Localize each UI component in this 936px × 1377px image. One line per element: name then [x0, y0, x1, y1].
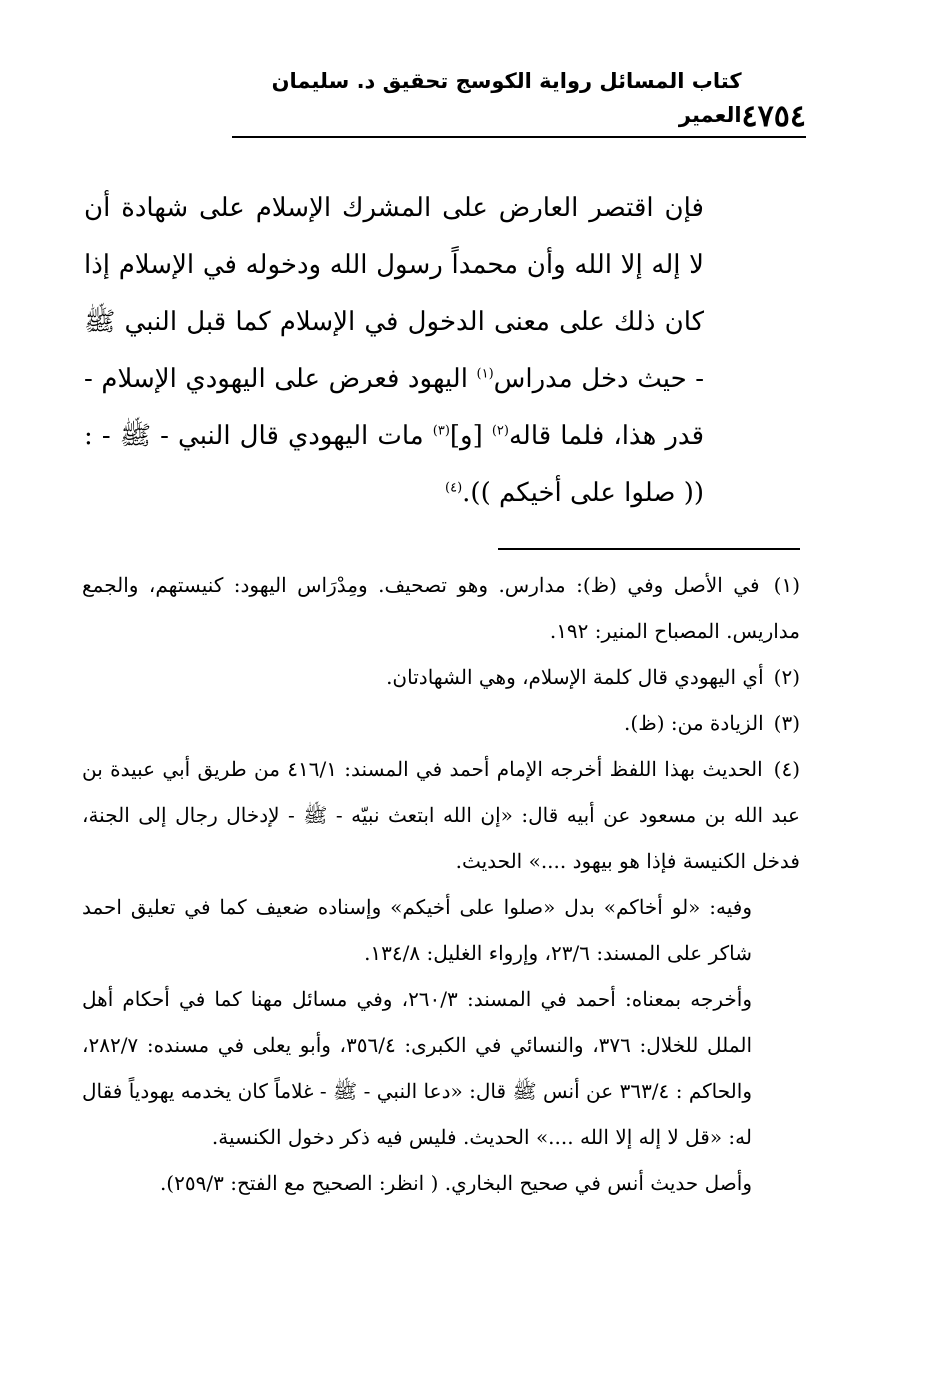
footnote-continuation: وفيه: «لو أخاكم» بدل «صلوا على أخيكم» وإسناده ضعيف كما في تعليق احمد شاكر على المسند: ٢٣/٦، وإرواء الغليل: ١٣٤/٨.: [82, 895, 752, 965]
footnote: [82, 562, 800, 654]
page-number: ٤٧٥٤: [741, 99, 806, 134]
main-text: [84, 180, 704, 522]
text-segment: فإن اقتصر العارض على المشرك الإسلام على شهادة أن لا إله إلا الله وأن محمداً رسول الله ودخوله في الإسلام إذا كان ذلك على معنى الدخول في الإسلام كما قبل النبي ﷺ - حيث دخل مدراس: [84, 193, 705, 394]
main-paragraph: [84, 180, 704, 522]
footnote-number: (٤): [773, 757, 800, 781]
footnote-text: في الأصل وفي (ظ): مدارس. وهو تصحيف. ومِدْرَاس اليهود: كنيستهم، والجمع مداريس. المصباح المنير: ١٩٢.: [82, 573, 800, 643]
footnote: [82, 654, 800, 700]
footnote-number: (٢): [773, 665, 800, 689]
footnote: [82, 700, 800, 746]
footnote-ref: (٢): [491, 423, 509, 439]
footnote-number: (١): [773, 573, 800, 597]
footnotes: [82, 562, 800, 1206]
text-segment: مات اليهودي قال النبي - ﷺ - : (( صلوا على أخيكم )).: [84, 421, 704, 508]
footnote: [82, 746, 800, 884]
footnote-text: الحديث بهذا اللفظ أخرجه الإمام أحمد في المسند: ٤١٦/١ من طريق أبي عبيدة بن عبد الله بن مسعود عن أبيه قال: «إن الله ابتعث نبيّه - ﷺ - لإدخال رجال إلى الجنة، فدخل الكنيسة فإذا هو بيهود ....» الحديث.: [82, 757, 800, 873]
page-header: [232, 69, 806, 138]
footnote-ref: (٣): [432, 423, 450, 439]
footnote-text: أي اليهودي قال كلمة الإسلام، وهي الشهادتان.: [386, 665, 764, 689]
text-segment: اليهود فعرض على اليهودي الإسلام - قدر هذا، فلما قاله: [84, 364, 705, 451]
footnote-text: الزيادة من: (ظ).: [624, 711, 764, 735]
footnote-number: (٣): [773, 711, 800, 735]
footnote-ref: (٤): [445, 480, 463, 496]
footnote-ref: (١): [476, 366, 494, 382]
running-title: كتاب المسائل رواية الكوسج تحقيق د. سليمان العمير: [271, 69, 742, 127]
footnote-continuation: وأخرجه بمعناه: أحمد في المسند: ٢٦٠/٣، وفي مسائل مهنا كما في أحكام أهل الملل للخلال: ٣٧٦، والنسائي في الكبرى: ٣٥٦/٤، وأبو يعلى في مسنده: ٢٨٢/٧، والحاكم : ٣٦٣/٤ عن أنس ﷺ قال: «دعا النبي - ﷺ - غلاماً كان يخدمه يهودياً فقال له: «قل لا إله إلا الله ....» الحديث. فليس فيه ذكر دخول الكنسية.: [82, 987, 752, 1149]
footnote-continuation: وأصل حديث أنس في صحيح البخاري. ( انظر: الصحيح مع الفتح: ٢٥٩/٣).: [159, 1171, 752, 1195]
text-segment: [و]: [449, 421, 492, 451]
footnote-divider: [498, 548, 800, 550]
